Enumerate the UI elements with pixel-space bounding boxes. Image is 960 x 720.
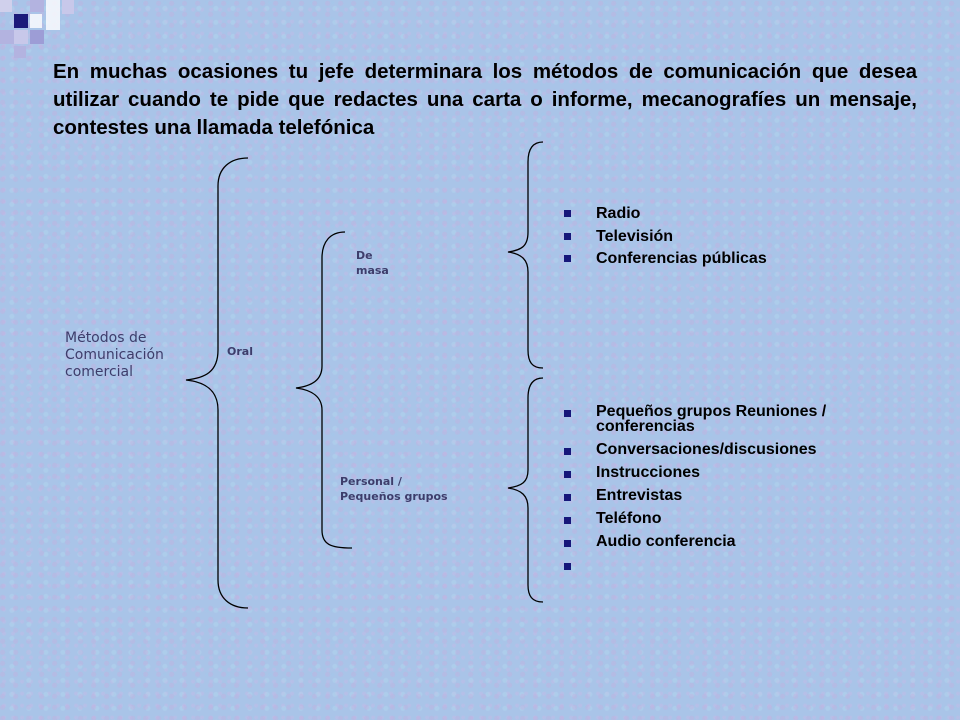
brace-mass-items — [508, 142, 543, 368]
list-item: Conversaciones/discusiones — [564, 442, 864, 457]
root-label: Métodos de Comunicación comercial — [65, 330, 164, 380]
page-heading: En muchas ocasiones tu jefe determinara los métodos de comunicación que desea utilizar cuando te pide que redactes una carta o informe, mecanografíes un mensaje, contestes una llamada telefónica — [53, 60, 917, 139]
bullet-icon — [564, 255, 571, 262]
list-item: Audio conferencia — [564, 534, 864, 549]
bullet-icon — [564, 494, 571, 501]
bullet-icon — [564, 410, 571, 417]
list-item: Conferencias públicas — [564, 249, 767, 272]
personal-items-list — [564, 404, 864, 580]
list-item: Teléfono — [564, 511, 864, 526]
list-item: Entrevistas — [564, 488, 864, 503]
bullet-icon — [564, 540, 571, 547]
bullet-icon — [564, 471, 571, 478]
bullet-icon — [564, 210, 571, 217]
personal-label: Personal / Pequeños grupos — [340, 475, 448, 503]
list-item: Instrucciones — [564, 465, 864, 480]
mass-items-list — [564, 204, 767, 272]
bullet-icon — [564, 517, 571, 524]
bullet-icon — [564, 448, 571, 455]
brace-oral — [186, 158, 248, 608]
brace-personal-items — [508, 378, 543, 602]
list-item: Televisión — [564, 227, 767, 250]
list-item: Pequeños grupos Reuniones / conferencias — [564, 404, 864, 434]
list-item — [564, 557, 864, 572]
oral-label: Oral — [227, 345, 253, 358]
list-item: Radio — [564, 204, 767, 227]
bullet-icon — [564, 563, 571, 570]
mass-label: De masa — [356, 249, 389, 277]
bullet-icon — [564, 233, 571, 240]
